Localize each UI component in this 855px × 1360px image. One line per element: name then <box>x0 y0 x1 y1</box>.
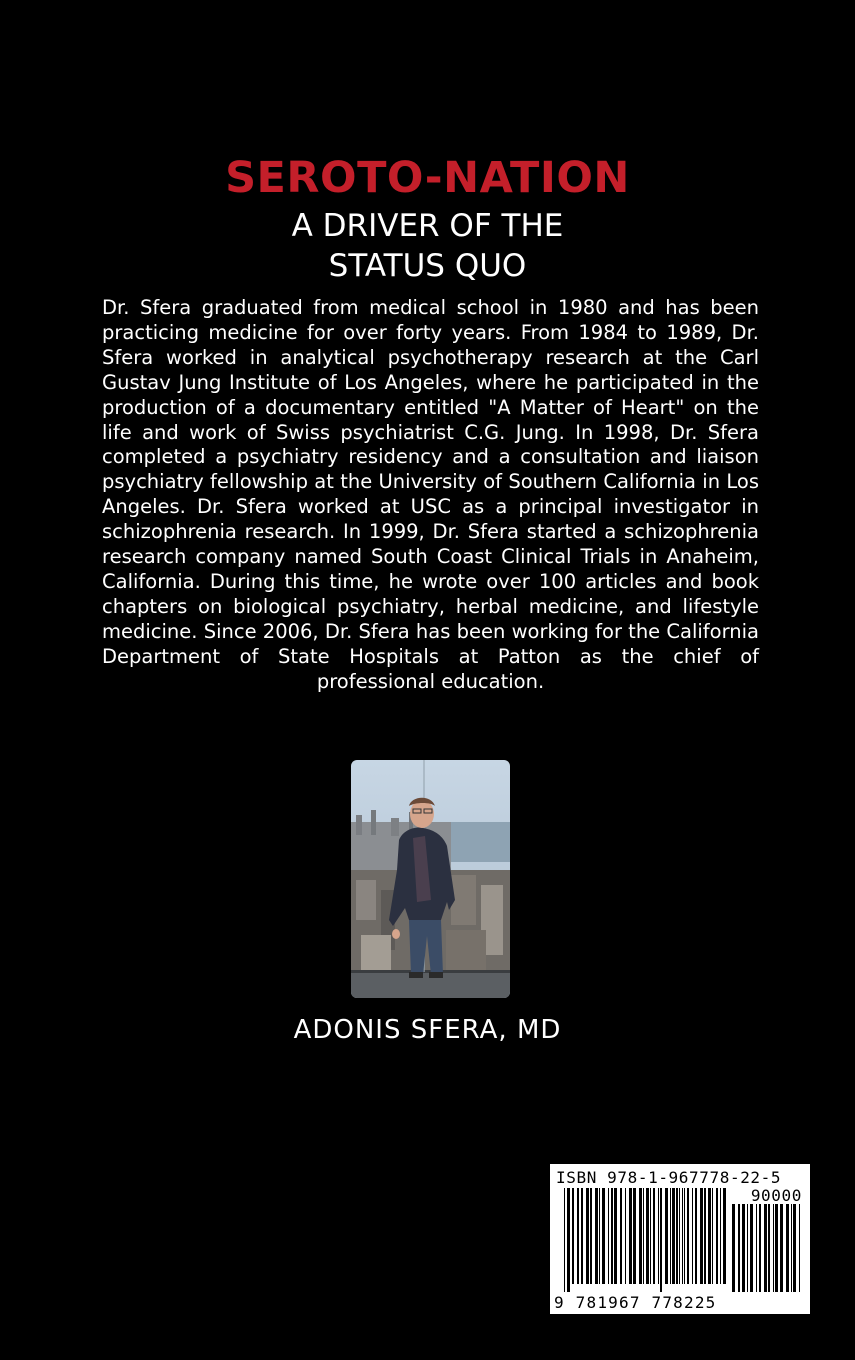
barcode-bar <box>682 1188 683 1284</box>
barcode-bar <box>653 1188 655 1284</box>
barcode-bar <box>608 1188 609 1284</box>
barcode-bar <box>670 1188 671 1284</box>
addon-bar <box>732 1204 735 1292</box>
addon-bar <box>756 1204 757 1292</box>
barcode-bar <box>695 1188 697 1284</box>
barcode-bar <box>679 1188 680 1284</box>
barcode-bar <box>586 1188 589 1284</box>
author-photo <box>351 760 510 998</box>
barcode-bar <box>720 1188 721 1284</box>
isbn-barcode <box>550 1164 810 1314</box>
author-bio: Dr. Sfera graduated from medical school in 1980 and has been practicing medicine for over forty years. From 1984 to 1989, Dr. Sfera worked in analytical psychotherapy research at the Carl Gustav Jung Institute of Los Angeles, where he participated in the production of a documentary entitled "A Matter of Heart" on the life and work of Swiss psychiatrist C.G. Jung. In 1998, Dr. Sfera completed a psychiatry residency and a consultation and liaison psychiatry fellowship at the University of Southern California in Los Angeles. Dr. Sfera worked at USC as a principal investigator in schizophrenia research. In 1999, Dr. Sfera started a schizophrenia research company named South Coast Clinical Trials in Anaheim, California. During this time, he wrote over 100 articles and book chapters on biological psychiatry, herbal medicine, and lifestyle medicine. Since 2006, Dr. Sfera has been working for the California Department of State Hospitals at Patton as the chief of professional education. <box>102 296 759 693</box>
barcode-bar <box>684 1188 685 1284</box>
ean-digits: 9 781967 778225 <box>554 1293 717 1312</box>
isbn-label: ISBN 978-1-967778-22-5 <box>556 1168 782 1187</box>
barcode-bar <box>700 1188 703 1284</box>
addon-bar <box>773 1204 774 1292</box>
addon-bar <box>768 1204 770 1292</box>
barcode-bar <box>687 1188 689 1284</box>
book-subtitle <box>0 206 855 286</box>
barcode-bar <box>658 1188 659 1284</box>
addon-bar <box>742 1204 745 1292</box>
barcode-bar <box>620 1188 622 1284</box>
barcode-bar <box>633 1188 636 1284</box>
author-name: ADONIS SFERA, MD <box>293 1015 562 1045</box>
barcode-bar <box>581 1188 583 1284</box>
addon-bar <box>791 1204 792 1292</box>
barcode-bar <box>708 1188 711 1284</box>
barcode-bar <box>665 1188 668 1284</box>
addon-bar <box>750 1204 753 1292</box>
subtitle-line-2: STATUS QUO <box>328 248 527 284</box>
barcode-bar <box>660 1188 662 1292</box>
barcode-bar <box>590 1188 592 1284</box>
barcode-bar <box>614 1188 617 1284</box>
addon-bar <box>747 1204 748 1292</box>
barcode-bar <box>676 1188 678 1284</box>
barcode-bar <box>639 1188 642 1284</box>
barcode-bar <box>572 1188 574 1284</box>
barcode-bar <box>629 1188 632 1284</box>
addon-bar <box>738 1204 740 1292</box>
barcode-bar <box>672 1188 675 1284</box>
barcode-bar <box>611 1188 613 1284</box>
barcode-bar <box>567 1188 570 1292</box>
addon-bar <box>799 1204 800 1292</box>
barcode-bar <box>646 1188 649 1284</box>
subtitle-line-1: A DRIVER OF THE <box>291 208 564 244</box>
barcode-bar <box>564 1188 565 1292</box>
barcode-bar <box>723 1188 726 1284</box>
barcode-bar <box>712 1188 713 1284</box>
barcode-bar <box>643 1188 644 1284</box>
addon-bar <box>759 1204 761 1292</box>
barcode-bar <box>625 1188 626 1284</box>
barcode-bar <box>692 1188 693 1284</box>
barcode-bar <box>704 1188 706 1284</box>
barcode-bar <box>602 1188 605 1284</box>
addon-bar <box>775 1204 778 1292</box>
addon-bar <box>786 1204 789 1292</box>
price-code: 90000 <box>750 1186 802 1205</box>
barcode-bar <box>599 1188 600 1284</box>
barcode-bar <box>577 1188 579 1284</box>
barcode-bar <box>595 1188 598 1284</box>
book-title: SEROTO-NATION <box>225 153 630 203</box>
barcode-bar <box>716 1188 718 1284</box>
addon-bar <box>764 1204 767 1292</box>
addon-bar <box>780 1204 783 1292</box>
barcode-bar <box>650 1188 651 1284</box>
addon-bar <box>793 1204 796 1292</box>
